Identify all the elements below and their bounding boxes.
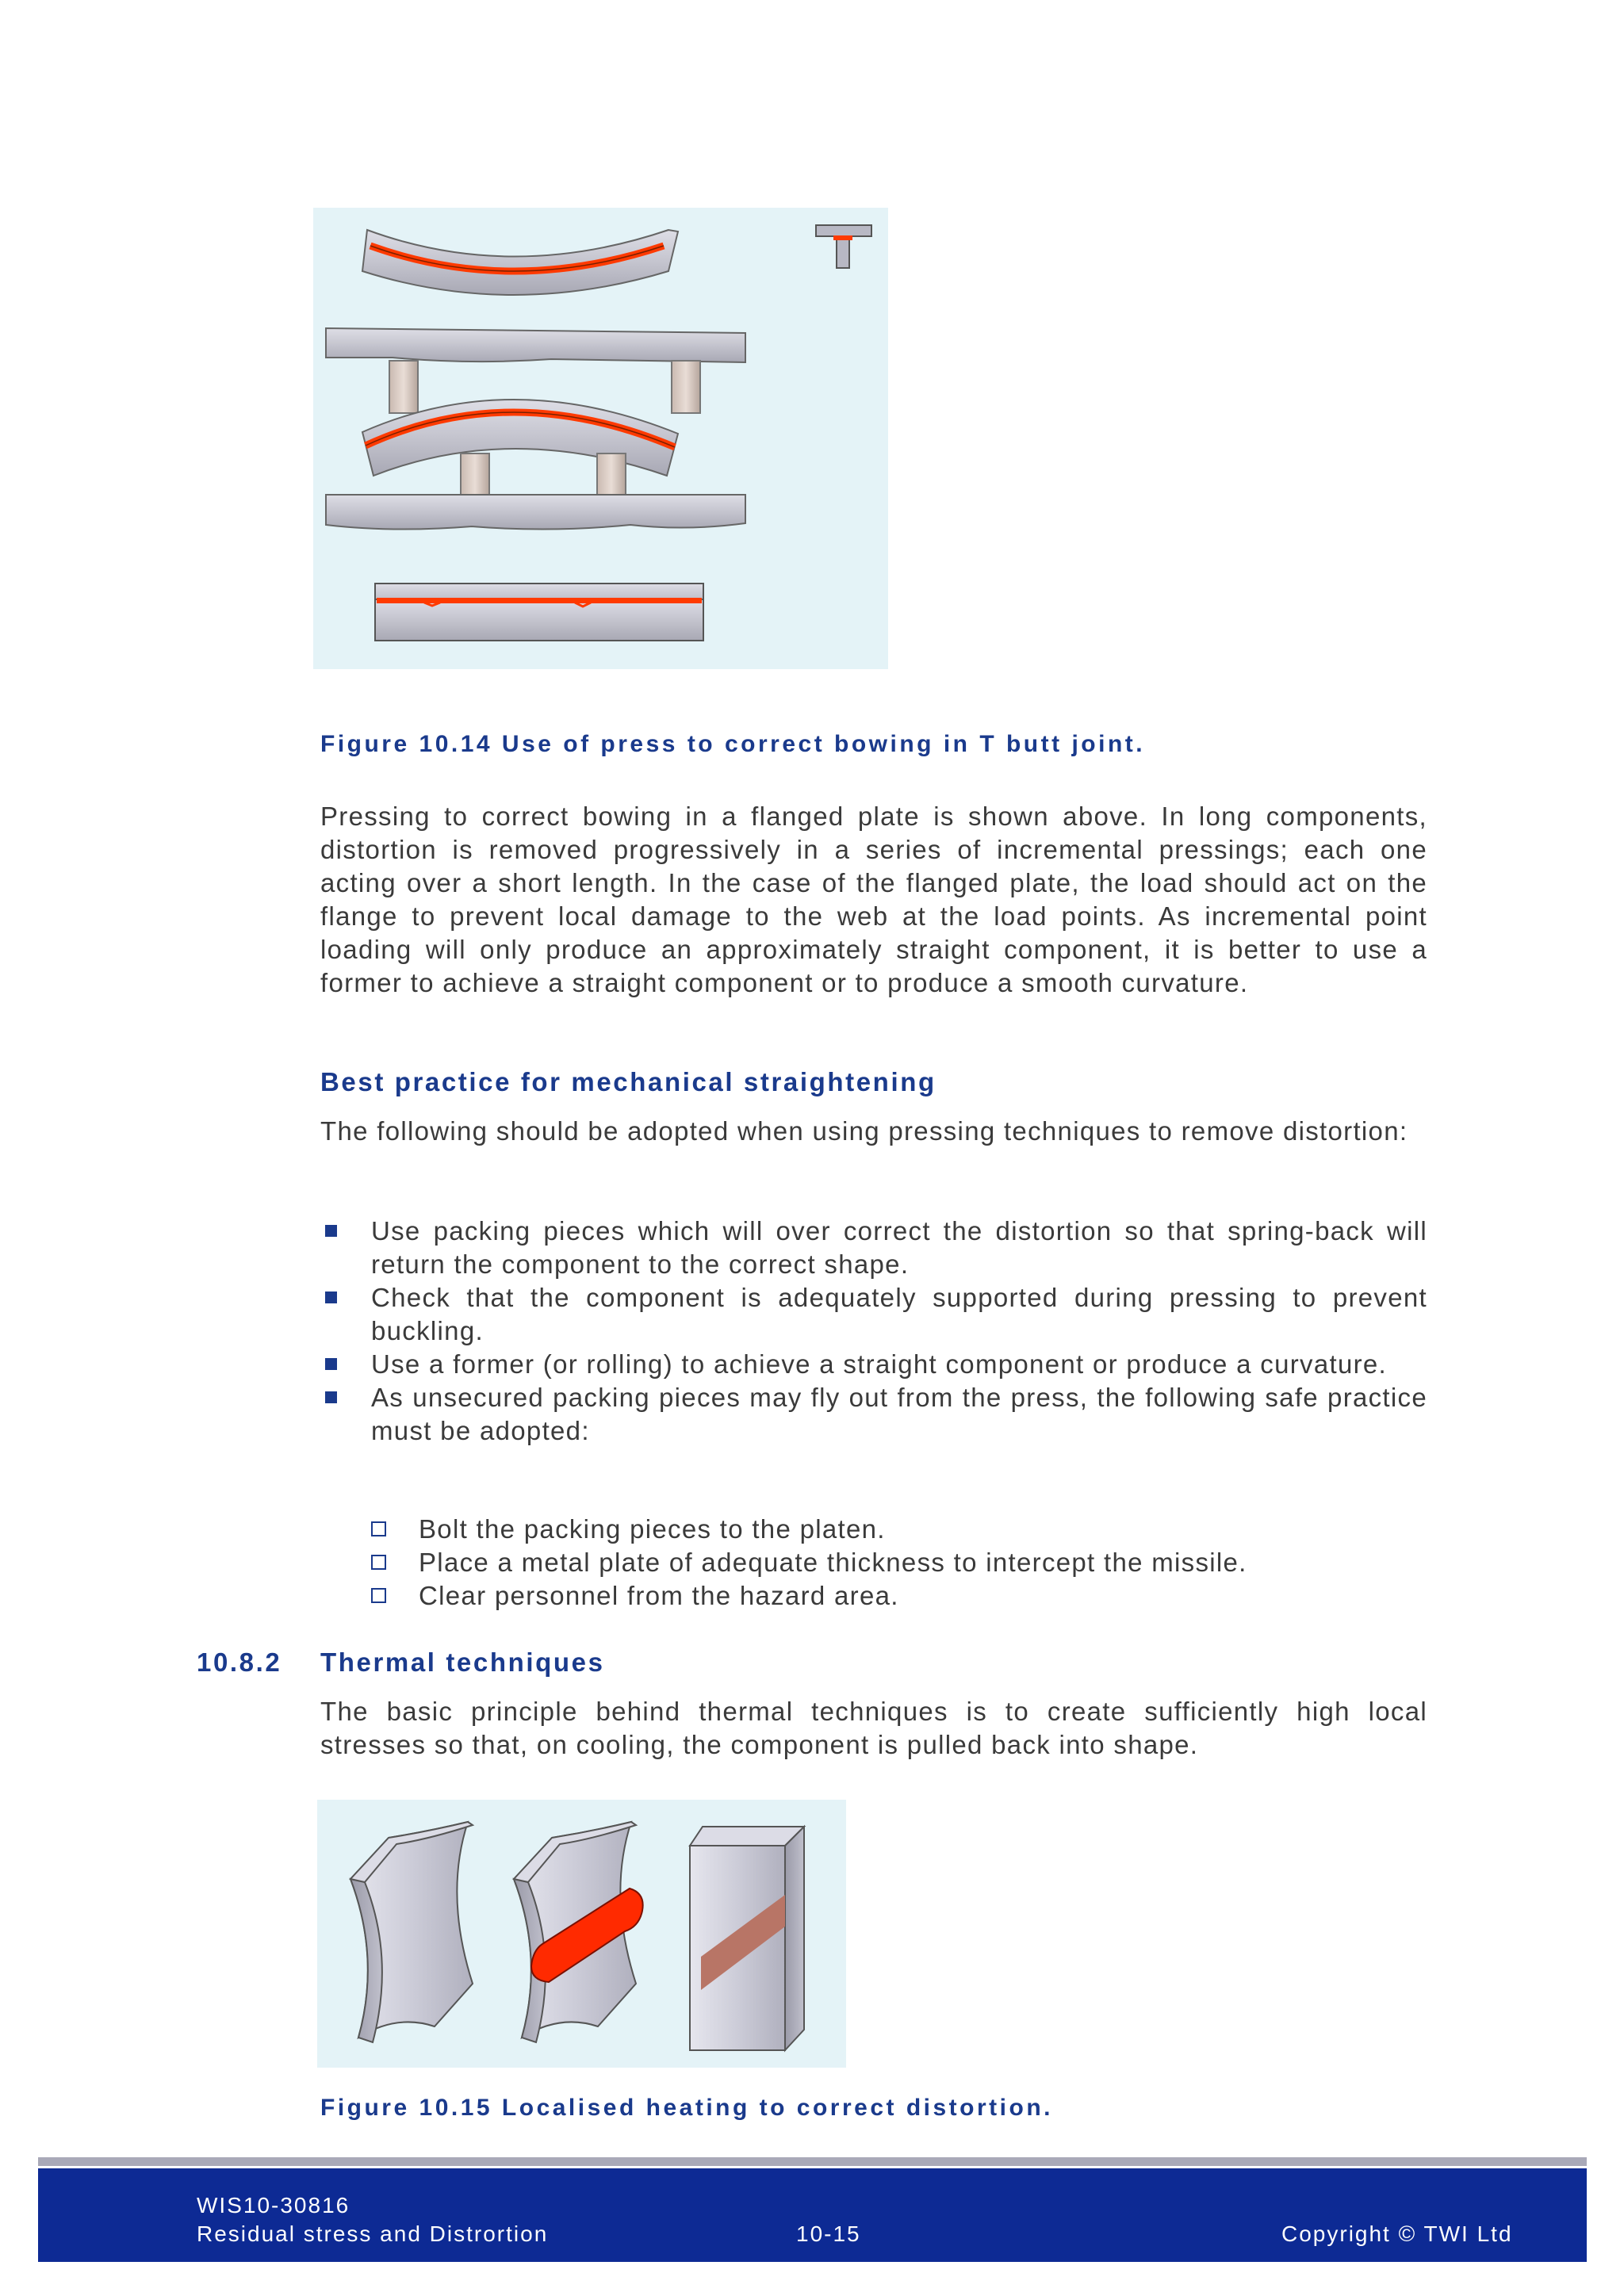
intro-paragraph: Pressing to correct bowing in a flanged plate is shown above. In long components, distortion is removed progressively in a series of incremental pressings; each one acting over a short length. In the case of the flanged plate, the load should act on the flange to prevent local damage to the web at the load points. As incremental point loading will only produce an approximately straight component, it is better to use a former to achieve a straight component or to produce a smooth curvature. [320, 802, 1427, 997]
thermal-paragraph: The basic principle behind thermal techniques is to create sufficiently high local stresses so that, on cooling, the component is pulled back into shape. [320, 1697, 1427, 1759]
best-practice-bullets [320, 1215, 1427, 1448]
list-item [370, 1579, 1400, 1613]
bullet-text: Use packing pieces which will over correct the distortion so that spring-back will return the component to the correct shape. [371, 1216, 1427, 1279]
list-item [370, 1546, 1400, 1579]
list-item [370, 1513, 1400, 1546]
footer-copyright: Copyright © TWI Ltd [1281, 2221, 1513, 2246]
hollow-square-bullet-icon [371, 1588, 386, 1603]
sub-bullet-text: Bolt the packing pieces to the platen. [419, 1514, 886, 1544]
footer-divider [38, 2157, 1587, 2166]
sub-bullet-text: Clear personnel from the hazard area. [419, 1581, 899, 1610]
list-item [320, 1381, 1427, 1448]
section-title: Thermal techniques [320, 1647, 605, 1677]
square-bullet-icon [325, 1292, 337, 1303]
bullet-text: Check that the component is adequately supported during pressing to prevent buckling. [371, 1283, 1427, 1345]
list-item [320, 1281, 1427, 1348]
list-item [320, 1215, 1427, 1281]
bullet-text: As unsecured packing pieces may fly out from the press, the following safe practice must be adopted: [371, 1383, 1427, 1445]
section-number: 10.8.2 [197, 1647, 282, 1677]
footer-title: Residual stress and Distrortion [197, 2221, 549, 2246]
bullet-text: Use a former (or rolling) to achieve a straight component or produce a curvature. [371, 1349, 1388, 1379]
square-bullet-icon [325, 1391, 337, 1403]
figure-10-14-caption: Figure 10.14 Use of press to correct bowing in T butt joint. [320, 731, 1146, 757]
best-practice-heading: Best practice for mechanical straightening [320, 1067, 936, 1096]
list-item [320, 1348, 1427, 1381]
figure-10-14-image [313, 208, 888, 669]
sub-bullet-text: Place a metal plate of adequate thickness to intercept the missile. [419, 1548, 1247, 1577]
footer-doc-code: WIS10-30816 [197, 2193, 350, 2218]
footer-page-number: 10-15 [796, 2221, 861, 2246]
figure-10-15-image [317, 1800, 846, 2068]
square-bullet-icon [325, 1358, 337, 1370]
best-practice-intro: The following should be adopted when using pressing techniques to remove distortion: [320, 1116, 1408, 1146]
hollow-square-bullet-icon [371, 1521, 386, 1536]
hollow-square-bullet-icon [371, 1555, 386, 1570]
figure-10-15-caption: Figure 10.15 Localised heating to correct distortion. [320, 2095, 1053, 2121]
safe-practice-sub-bullets [370, 1513, 1400, 1613]
square-bullet-icon [325, 1225, 337, 1237]
